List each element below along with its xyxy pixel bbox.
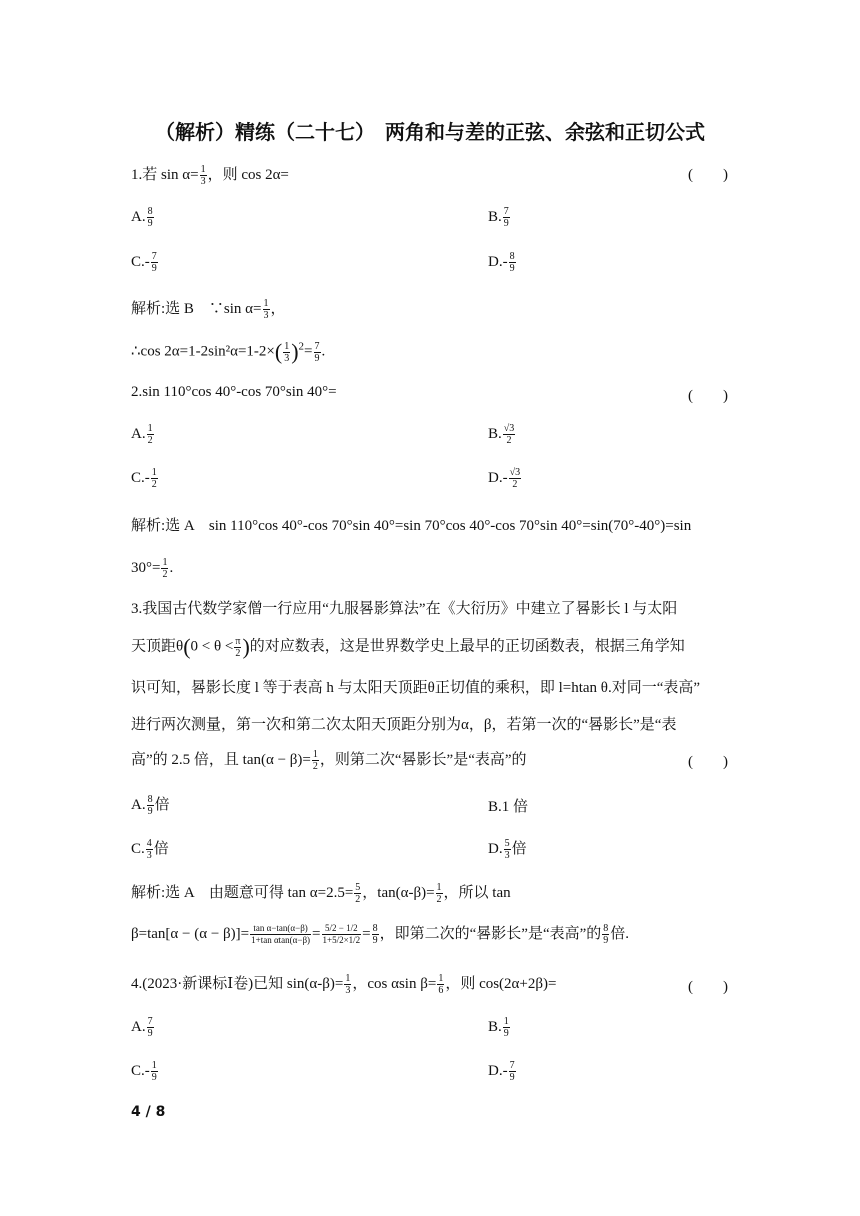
q3-option-b: B.1 倍 xyxy=(488,799,529,815)
q4-option-b: B. $\frac{1}{9}$ xyxy=(488,1016,509,1039)
answer-bracket: ( ) xyxy=(688,388,728,404)
q3-option-d: D. $\frac{5}{3}$ 倍 xyxy=(488,838,527,862)
q4-option-c: C.- $\frac{1}{9}$ xyxy=(131,1060,157,1083)
answer-bracket: ( ) xyxy=(688,167,728,183)
page-title: （解析）精练（二十七） 两角和与差的正弦、余弦和正切公式 xyxy=(155,120,705,144)
q3-stem-line-2: 天顶距θ(0 < θ < $\frac{\pi}{2}$ )的对应数表，这是世界数学史上最早的正切函数表，根据三角学知 xyxy=(131,634,685,659)
q2-option-c: C.- $\frac{1}{2}$ xyxy=(131,467,157,490)
q3-stem-line-4: 进行两次测量，第一次和第二次太阳天顶距分别为α，β，若第一次的“晷影长”是“表 xyxy=(131,717,677,733)
q1-solution-line-2: ∴cos 2α=1-2sin²α=1-2×( $\frac{1}{3}$ )$^2$= $\frac{7}{9}$ . xyxy=(131,339,326,364)
q2-option-d: D.- $\frac{√3}{2}$ xyxy=(488,467,521,490)
question-2-stem: 2.sin 110°cos 40°-cos 70°sin 40°= xyxy=(131,384,337,400)
q1-option-c: C.- $\frac{7}{9}$ xyxy=(131,251,157,274)
q1-option-a: A. $\frac{8}{9}$ xyxy=(131,206,153,229)
q2-solution-line-2: 30°= $\frac{1}{2}$ . xyxy=(131,557,174,580)
question-1-stem: 1.若 sin α= $\frac{1}{3}$ ，则 cos 2α= xyxy=(131,164,289,188)
q2-option-b: B. $\frac{√3}{2}$ xyxy=(488,423,515,446)
q1-option-d: D.- $\frac{8}{9}$ xyxy=(488,251,515,274)
q3-solution-line-2: β=tan[α − (α − β)]= $\frac{\text{tan α−tan(α−β)}}{\text{1+tan αtan(α−β)}}$ = $\frac{5/2 - 1/2}{1+5/2\times 1/2}$ = $\frac{8}{9}$ ，即第二次的“晷影长”是“表高”的 $\frac{8}{9}$ 倍. xyxy=(131,923,630,947)
q3-solution-line-1: 解析:选 A 由题意可得 tan α=2.5= $\frac{5}{2}$ ，tan(α-β)= $\frac{1}{2}$ ，所以 tan xyxy=(131,882,511,906)
q3-stem-line-3: 识可知，晷影长度 l 等于表高 h 与太阳天顶距θ正切值的乘积，即 l=htan θ.对同一“表高” xyxy=(131,680,701,696)
q3-stem-line-5: 高”的 2.5 倍，且 tan(α − β)= $\frac{1}{2}$ ，则第二次“晷影长”是“表高”的 xyxy=(131,749,527,773)
q4-option-a: A. $\frac{7}{9}$ xyxy=(131,1016,153,1039)
q1-option-b: B. $\frac{7}{9}$ xyxy=(488,206,509,229)
q2-option-a: A. $\frac{1}{2}$ xyxy=(131,423,153,446)
answer-bracket: ( ) xyxy=(688,754,728,770)
q2-solution-line-1: 解析:选 A sin 110°cos 40°-cos 70°sin 40°=sin 70°cos 40°-cos 70°sin 40°=sin(70°-40°)=sin xyxy=(131,518,692,534)
question-4-stem: 4.(2023·新课标Ⅰ卷)已知 sin(α-β)= $\frac{1}{3}$ ，cos αsin β= $\frac{1}{6}$ ，则 cos(2α+2β)= xyxy=(131,973,557,997)
q3-option-c: C. $\frac{4}{3}$ 倍 xyxy=(131,838,169,862)
q4-option-d: D.- $\frac{7}{9}$ xyxy=(488,1060,515,1083)
q1-solution-line-1: 解析:选 B ∵sin α= $\frac{1}{3}$ ， xyxy=(131,298,286,322)
q3-stem-line-1: 3.我国古代数学家僧一行应用“九服晷影算法”在《大衍历》中建立了晷影长 l 与太阳 xyxy=(131,601,678,617)
answer-bracket: ( ) xyxy=(688,979,728,995)
page-number: 4 / 8 xyxy=(131,1104,166,1120)
q3-option-a: A. $\frac{8}{9}$ 倍 xyxy=(131,794,170,818)
